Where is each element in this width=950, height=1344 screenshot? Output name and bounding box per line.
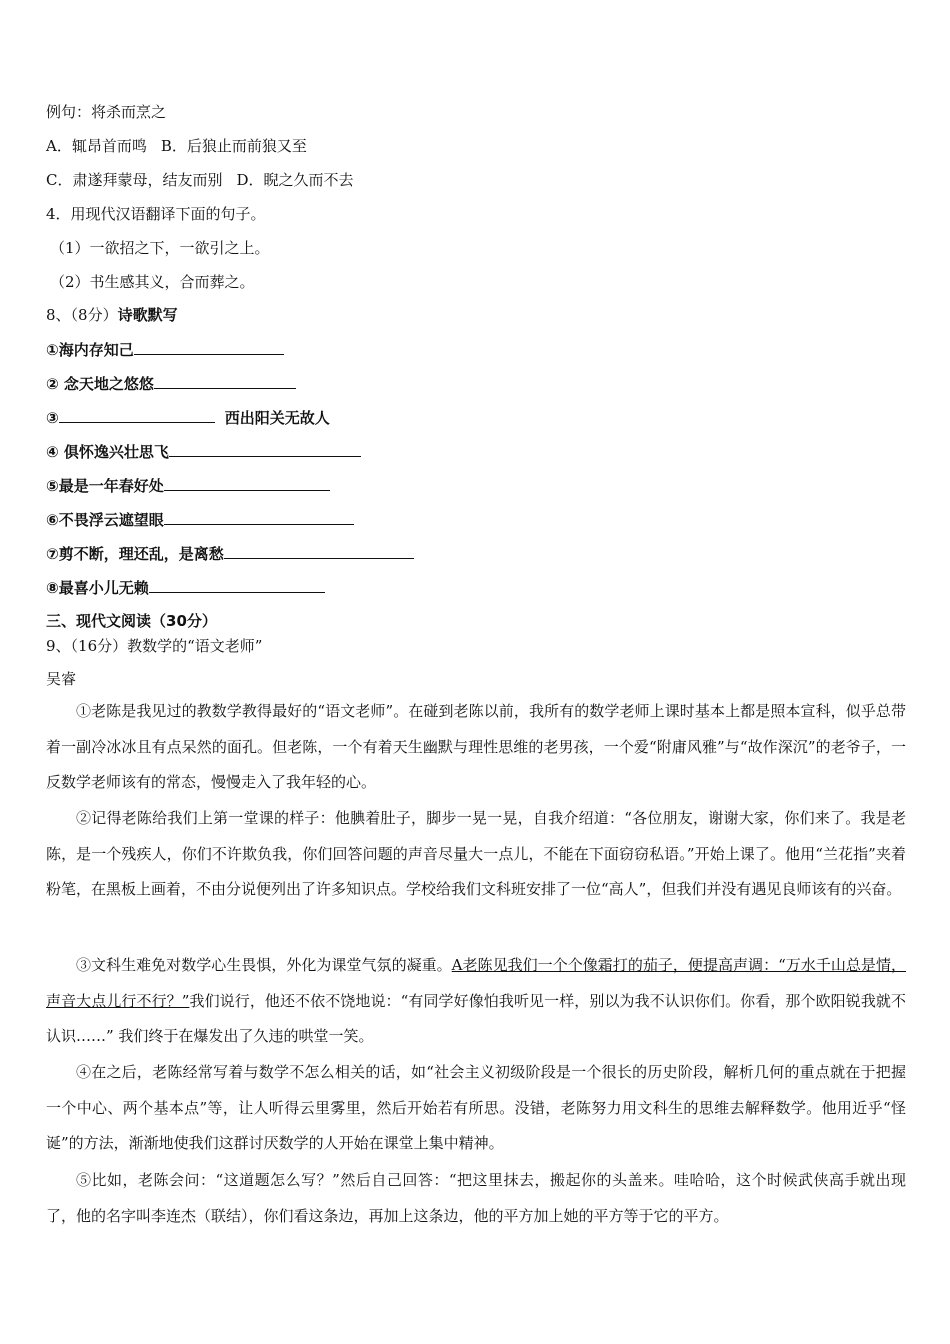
poem-line-4: [46, 442, 361, 462]
question-8-title: [46, 305, 178, 325]
question-4-sentence-1: （1）一欲招之下，一欲引之上。: [50, 239, 270, 257]
poem-line-8: [46, 578, 325, 598]
answer-blank[interactable]: [154, 374, 296, 389]
answer-blank[interactable]: [224, 544, 414, 559]
paragraph-3-end: 我们说行，他还不依不饶地说：“有同学好像怕我听见一样，别以为我不认识你们。你看，那个欧阳锐我就不认识……” 我们终于在爆发出了久违的哄堂一笑。: [46, 991, 906, 1045]
poem-line-8-text: ⑧最喜小儿无赖: [46, 579, 149, 597]
poem-line-5-text: ⑤最是一年春好处: [46, 477, 164, 495]
answer-blank[interactable]: [169, 442, 361, 457]
poem-line-2-text: ② 念天地之悠悠: [46, 375, 154, 393]
question-8-heading: 诗歌默写: [117, 306, 178, 324]
option-a: A．辄昂首而鸣: [46, 137, 147, 155]
answer-blank[interactable]: [164, 476, 330, 491]
paragraph-4: ④在之后，老陈经常写着与数学不怎么相关的话，如“社会主义初级阶段是一个很长的历史阶段，解析几何的重点就在于把握一个中心、两个基本点”等，让人听得云里雾里，然后开始若有所思。没错，老陈努力用文科生的思维去解释数学。他用近乎“怪诞”的方法，渐渐地使我们这群讨厌数学的人开始在课堂上集中精神。: [46, 1063, 906, 1152]
poem-line-6-text: ⑥不畏浮云遮望眼: [46, 511, 164, 529]
options-cd: [46, 170, 354, 190]
answer-blank[interactable]: [149, 578, 325, 593]
question-4-title: 4．用现代汉语翻译下面的句子。: [46, 205, 266, 223]
question-8-prefix: 8、（8分）: [46, 306, 118, 324]
poem-line-1: [46, 340, 284, 360]
poem-line-5: [46, 476, 330, 496]
poem-line-4-text: ④ 俱怀逸兴壮思飞: [46, 443, 169, 461]
poem-line-3-label: ③: [46, 409, 59, 427]
question-9-title: 9、（16分）教数学的“语文老师”: [46, 637, 263, 655]
answer-blank[interactable]: [134, 340, 284, 355]
poem-line-3-text: 西出阳关无故人: [224, 409, 330, 427]
poem-line-6: [46, 510, 354, 530]
poem-line-3: [46, 408, 330, 428]
answer-blank[interactable]: [164, 510, 354, 525]
poem-line-7: [46, 544, 414, 564]
poem-line-1-text: ①海内存知己: [46, 341, 134, 359]
example-sentence: 例句：将杀而烹之: [46, 103, 167, 121]
paragraph-5: ⑤比如，老陈会问：“这道题怎么写？”然后自己回答：“把这里抹去，搬起你的头盖来。哇哈哈，这个时候武侠高手就出现了，他的名字叫李连杰（联结），你们看这条边，再加上这条边，他的平方加上她的平方等于它的平方。: [46, 1171, 906, 1225]
poem-line-7-text: ⑦剪不断，理还乱，是离愁: [46, 545, 224, 563]
options-ab: [46, 136, 307, 156]
answer-blank[interactable]: [59, 408, 215, 423]
section-3-heading: 三、现代文阅读（30分）: [46, 612, 217, 630]
poem-line-2: [46, 374, 296, 394]
paragraph-2: ②记得老陈给我们上第一堂课的样子：他腆着肚子，脚步一晃一晃，自我介绍道：“各位朋友，谢谢大家，你们来了。我是老陈，是一个残疾人，你们不许欺负我，你们回答问题的声音尽量大一点儿，不能在下面窃窃私语。”开始上课了。他用“兰花指”夹着粉笔，在黑板上画着，不由分说便列出了许多知识点。学校给我们文科班安排了一位“高人”，但我们并没有遇见良师该有的兴奋。: [46, 809, 906, 898]
question-4-sentence-2: （2）书生感其义，合而葬之。: [50, 273, 255, 291]
paragraph-1: ①老陈是我见过的教数学教得最好的“语文老师”。在碰到老陈以前，我所有的数学老师上课时基本上都是照本宣科，似乎总带着一副冷冰冰且有点呆然的面孔。但老陈，一个有着天生幽默与理性思维的老男孩，一个爱“附庸风雅”与“故作深沉”的老爷子，一反数学老师该有的常态，慢慢走入了我年轻的心。: [46, 702, 906, 791]
paragraph-3-start: ③文科生难免对数学心生畏惧，外化为课堂气氛的凝重。: [76, 956, 452, 974]
paragraph-3: [46, 948, 906, 1055]
author: 吴睿: [46, 670, 77, 688]
option-b: B．后狼止而前狼又至: [160, 137, 307, 155]
option-d: D．睨之久而不去: [236, 171, 354, 189]
option-c: C．肃遂拜蒙母，结友而别: [46, 171, 223, 189]
paragraph-3-underlined: A老陈见我们一个个像霜打的茄子，便提高声调：“万水千山总是情，声音大点儿行不行？”: [46, 956, 906, 1010]
